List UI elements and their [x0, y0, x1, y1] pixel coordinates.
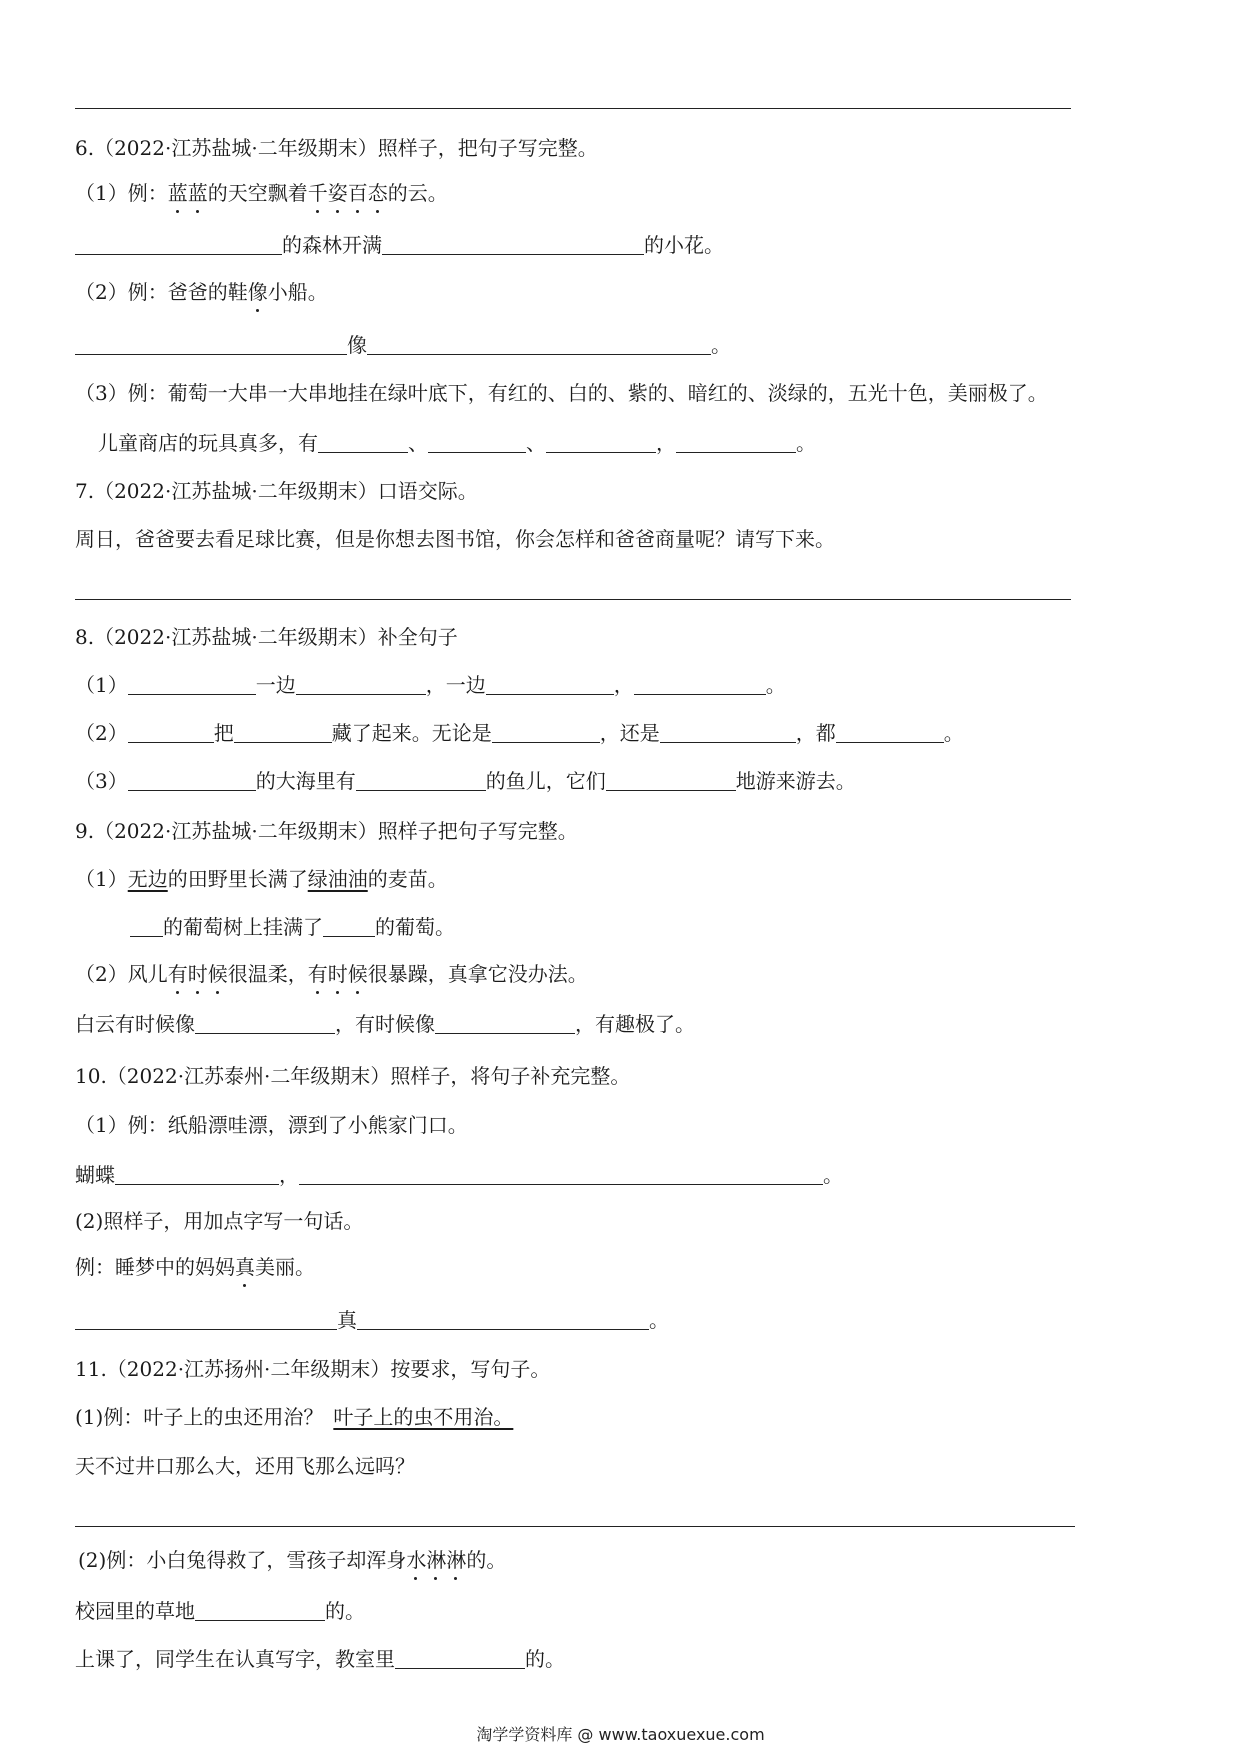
dotted-word	[308, 181, 388, 205]
blank[interactable]	[130, 916, 163, 937]
q11-fill-2b: 上课了，同学生在认真写字，教室里 的。	[75, 1647, 565, 1671]
blank[interactable]	[75, 234, 282, 255]
blank[interactable]	[435, 1013, 575, 1034]
q6-title: 6.（2022·江苏盐城·二年级期末）照样子，把句子写完整。	[75, 136, 598, 160]
dotted-word	[308, 962, 368, 986]
q10-fill-2: 真 。	[75, 1307, 669, 1333]
q11-fill-2a: 校园里的草地 的。	[75, 1599, 365, 1623]
blank[interactable]	[492, 722, 600, 743]
q10-fill-1: 蝴蝶 ， 。	[75, 1163, 843, 1187]
blank[interactable]	[356, 770, 486, 791]
blank[interactable]	[395, 1648, 525, 1669]
example-answer: 叶子上的虫不用治。	[333, 1405, 514, 1429]
q10-title: 10.（2022·江苏泰州·二年级期末）照样子，将句子补充完整。	[75, 1064, 631, 1088]
blank[interactable]	[115, 1164, 279, 1185]
q10-example-2: 例：睡梦中的妈妈真美丽。	[75, 1255, 315, 1279]
q6-example-1: （1）例：蓝蓝的天空飘着千姿百态的云。	[75, 181, 448, 205]
dotted-char: 姿	[327, 181, 348, 205]
dotted-char: 千	[307, 181, 328, 205]
blank[interactable]	[676, 432, 796, 453]
blank[interactable]	[128, 722, 214, 743]
blank[interactable]	[367, 334, 711, 355]
blank[interactable]	[428, 432, 526, 453]
blank[interactable]	[195, 1013, 335, 1034]
q11-example-1: (1)例：叶子上的虫还用治？ 叶子上的虫不用治。	[75, 1404, 519, 1430]
q11-question-1: 天不过井口那么大，还用飞那么远吗？	[75, 1454, 415, 1478]
dotted-char: 水	[406, 1548, 427, 1572]
blank[interactable]	[299, 1164, 779, 1185]
blank[interactable]	[323, 916, 375, 937]
blank[interactable]	[486, 674, 614, 695]
dotted-word: 像	[247, 280, 268, 304]
dotted-char: 时	[187, 962, 208, 986]
answer-line[interactable]	[75, 599, 1071, 600]
q6-fill-1: 的森林开满 的小花。	[75, 232, 724, 258]
dotted-char: 淋	[446, 1548, 467, 1572]
dotted-word	[168, 181, 208, 205]
underlined-word: 绿油油	[307, 867, 368, 891]
q9-example-1: （1）无边的田野里长满了绿油油的麦苗。	[75, 867, 448, 891]
blank[interactable]	[836, 722, 944, 743]
dotted-char: 蓝	[167, 181, 188, 205]
blank[interactable]	[546, 432, 656, 453]
blank[interactable]	[128, 674, 256, 695]
dotted-char: 态	[367, 181, 388, 205]
q8-item-3: （3） 的大海里有 的鱼儿，它们 地游来游去。	[75, 769, 856, 793]
q6-example-3: （3）例：葡萄一大串一大串地挂在绿叶底下，有红的、白的、紫的、暗红的、淡绿的，五光十色，美丽极了。	[75, 381, 1048, 405]
q6-example-2: （2）例：爸爸的鞋像小船。	[75, 280, 328, 304]
q10-instruction-2: (2)照样子，用加点字写一句话。	[75, 1209, 364, 1233]
dotted-char: 百	[347, 181, 368, 205]
q7-body: 周日，爸爸要去看足球比赛，但是你想去图书馆，你会怎样和爸爸商量呢？请写下来。	[75, 527, 835, 551]
underlined-word: 无边	[127, 867, 168, 891]
blank[interactable]	[382, 234, 644, 255]
blank[interactable]	[606, 770, 736, 791]
blank[interactable]	[357, 1309, 649, 1330]
blank[interactable]	[318, 432, 408, 453]
dotted-char: 候	[347, 962, 368, 986]
blank[interactable]	[296, 674, 426, 695]
blank[interactable]	[75, 334, 347, 355]
q9-title: 9.（2022·江苏盐城·二年级期末）照样子把句子写完整。	[75, 819, 578, 843]
blank[interactable]	[75, 1309, 337, 1330]
q8-title: 8.（2022·江苏盐城·二年级期末）补全句子	[75, 625, 458, 649]
q11-title: 11.（2022·江苏扬州·二年级期末）按要求，写句子。	[75, 1357, 551, 1381]
dotted-char: 候	[207, 962, 228, 986]
blank[interactable]	[634, 674, 766, 695]
footer-watermark: 淘学学资料库 @ www.taoxuexue.com	[476, 1725, 765, 1744]
q9-example-2: （2）风儿有时候很温柔，有时候很暴躁，真拿它没办法。	[75, 962, 588, 986]
dotted-word	[168, 962, 228, 986]
q10-example-1: （1）例：纸船漂哇漂，漂到了小熊家门口。	[75, 1113, 468, 1137]
blank[interactable]	[128, 770, 256, 791]
q6-fill-2: 像 。	[75, 332, 731, 358]
dotted-char: 淋	[426, 1548, 447, 1572]
q8-item-2: （2） 把 藏了起来。无论是 ，还是 ，都 。	[75, 721, 964, 745]
q6-fill-3: 儿童商店的玩具真多，有 、 、 ， 。	[98, 431, 816, 455]
dotted-word	[406, 1548, 466, 1572]
dotted-char: 有	[167, 962, 188, 986]
dotted-char: 有	[307, 962, 328, 986]
q8-item-1: （1） 一边 ，一边 ， 。	[75, 673, 786, 697]
q9-fill-2: 白云有时候像 ，有时候像 ，有趣极了。	[75, 1012, 695, 1036]
q7-title: 7.（2022·江苏盐城·二年级期末）口语交际。	[75, 479, 478, 503]
blank[interactable]	[779, 1164, 823, 1185]
dotted-char: 时	[327, 962, 348, 986]
answer-line[interactable]	[75, 108, 1071, 109]
dotted-word: 真	[235, 1255, 255, 1279]
blank[interactable]	[234, 722, 332, 743]
q9-fill-1: 的葡萄树上挂满了 的葡萄。	[130, 914, 455, 940]
q11-example-2: (2)例：小白兔得救了，雪孩子却浑身水淋淋的。	[78, 1548, 507, 1572]
blank[interactable]	[195, 1600, 325, 1621]
dotted-char: 蓝	[187, 181, 208, 205]
answer-line[interactable]	[75, 1526, 1075, 1527]
blank[interactable]	[660, 722, 796, 743]
